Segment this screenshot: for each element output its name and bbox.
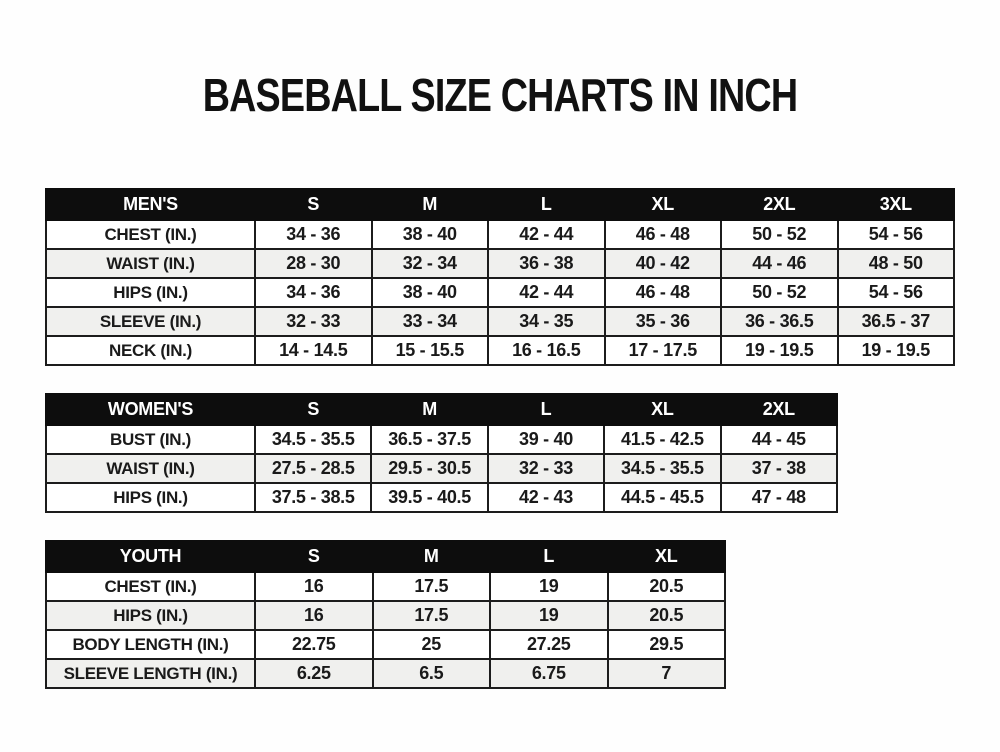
size-column-header: XL (608, 541, 726, 572)
size-value: 39 - 40 (488, 425, 604, 454)
page-title: BASEBALL SIZE CHARTS IN INCH (202, 69, 798, 121)
size-value: 38 - 40 (372, 220, 489, 249)
size-value: 37 - 38 (721, 454, 837, 483)
measurement-label: SLEEVE LENGTH (IN.) (46, 659, 255, 688)
size-value: 6.75 (490, 659, 608, 688)
measurement-label: BUST (IN.) (46, 425, 255, 454)
size-value: 36.5 - 37.5 (371, 425, 487, 454)
size-value: 44 - 46 (721, 249, 838, 278)
size-value: 34.5 - 35.5 (604, 454, 720, 483)
size-value: 46 - 48 (605, 278, 722, 307)
size-value: 48 - 50 (838, 249, 955, 278)
size-column-header: S (255, 394, 371, 425)
size-value: 36 - 38 (488, 249, 605, 278)
measurement-label: CHEST (IN.) (46, 220, 255, 249)
size-value: 42 - 44 (488, 278, 605, 307)
measurement-row (46, 659, 725, 688)
measurement-row (46, 425, 837, 454)
measurement-label: WAIST (IN.) (46, 454, 255, 483)
size-value: 17.5 (373, 572, 491, 601)
size-charts-container (45, 188, 955, 716)
size-value: 34 - 36 (255, 278, 372, 307)
size-column-header: XL (605, 189, 722, 220)
size-column-header: M (372, 189, 489, 220)
size-value: 17.5 (373, 601, 491, 630)
measurement-row (46, 454, 837, 483)
size-value: 6.25 (255, 659, 373, 688)
size-column-header: L (488, 394, 604, 425)
size-value: 44.5 - 45.5 (604, 483, 720, 512)
size-value: 54 - 56 (838, 278, 955, 307)
youth-header-row (46, 541, 725, 572)
measurement-label: HIPS (IN.) (46, 278, 255, 307)
size-value: 27.5 - 28.5 (255, 454, 371, 483)
size-value: 46 - 48 (605, 220, 722, 249)
size-value: 15 - 15.5 (372, 336, 489, 365)
size-value: 38 - 40 (372, 278, 489, 307)
measurement-label: WAIST (IN.) (46, 249, 255, 278)
size-value: 40 - 42 (605, 249, 722, 278)
measurement-row (46, 307, 954, 336)
size-column-header: L (490, 541, 608, 572)
mens-header-row (46, 189, 954, 220)
size-value: 42 - 43 (488, 483, 604, 512)
measurement-label: CHEST (IN.) (46, 572, 255, 601)
size-column-header: S (255, 541, 373, 572)
size-value: 29.5 (608, 630, 726, 659)
size-value: 41.5 - 42.5 (604, 425, 720, 454)
size-value: 22.75 (255, 630, 373, 659)
size-column-header: XL (604, 394, 720, 425)
size-value: 32 - 33 (488, 454, 604, 483)
measurement-row (46, 483, 837, 512)
measurement-label: SLEEVE (IN.) (46, 307, 255, 336)
size-value: 50 - 52 (721, 278, 838, 307)
size-value: 36.5 - 37 (838, 307, 955, 336)
size-column-header: 3XL (838, 189, 955, 220)
size-column-header: S (255, 189, 372, 220)
size-value: 36 - 36.5 (721, 307, 838, 336)
size-value: 20.5 (608, 601, 726, 630)
size-value: 27.25 (490, 630, 608, 659)
size-value: 19 (490, 572, 608, 601)
size-value: 28 - 30 (255, 249, 372, 278)
measurement-row (46, 336, 954, 365)
size-column-header: L (488, 189, 605, 220)
mens-group-header: MEN'S (46, 189, 255, 220)
measurement-row (46, 572, 725, 601)
size-value: 42 - 44 (488, 220, 605, 249)
size-value: 19 (490, 601, 608, 630)
size-column-header: 2XL (721, 394, 837, 425)
size-value: 17 - 17.5 (605, 336, 722, 365)
size-value: 25 (373, 630, 491, 659)
measurement-row (46, 630, 725, 659)
size-value: 32 - 33 (255, 307, 372, 336)
size-value: 33 - 34 (372, 307, 489, 336)
measurement-label: HIPS (IN.) (46, 483, 255, 512)
size-value: 34 - 35 (488, 307, 605, 336)
youth-size-table (45, 540, 726, 689)
size-value: 39.5 - 40.5 (371, 483, 487, 512)
size-value: 19 - 19.5 (838, 336, 955, 365)
size-value: 34 - 36 (255, 220, 372, 249)
size-value: 44 - 45 (721, 425, 837, 454)
size-value: 50 - 52 (721, 220, 838, 249)
measurement-row (46, 278, 954, 307)
womens-header-row (46, 394, 837, 425)
measurement-label: HIPS (IN.) (46, 601, 255, 630)
size-value: 34.5 - 35.5 (255, 425, 371, 454)
size-value: 54 - 56 (838, 220, 955, 249)
size-value: 20.5 (608, 572, 726, 601)
size-column-header: M (371, 394, 487, 425)
measurement-row (46, 249, 954, 278)
size-column-header: 2XL (721, 189, 838, 220)
measurement-row (46, 601, 725, 630)
womens-group-header: WOMEN'S (46, 394, 255, 425)
size-value: 16 - 16.5 (488, 336, 605, 365)
size-value: 47 - 48 (721, 483, 837, 512)
size-value: 32 - 34 (372, 249, 489, 278)
measurement-row (46, 220, 954, 249)
size-value: 35 - 36 (605, 307, 722, 336)
size-value: 7 (608, 659, 726, 688)
size-value: 29.5 - 30.5 (371, 454, 487, 483)
youth-group-header: YOUTH (46, 541, 255, 572)
womens-size-table (45, 393, 838, 513)
size-value: 6.5 (373, 659, 491, 688)
size-value: 16 (255, 572, 373, 601)
size-value: 19 - 19.5 (721, 336, 838, 365)
mens-size-table (45, 188, 955, 366)
measurement-label: BODY LENGTH (IN.) (46, 630, 255, 659)
size-value: 37.5 - 38.5 (255, 483, 371, 512)
size-value: 16 (255, 601, 373, 630)
size-value: 14 - 14.5 (255, 336, 372, 365)
measurement-label: NECK (IN.) (46, 336, 255, 365)
size-column-header: M (373, 541, 491, 572)
